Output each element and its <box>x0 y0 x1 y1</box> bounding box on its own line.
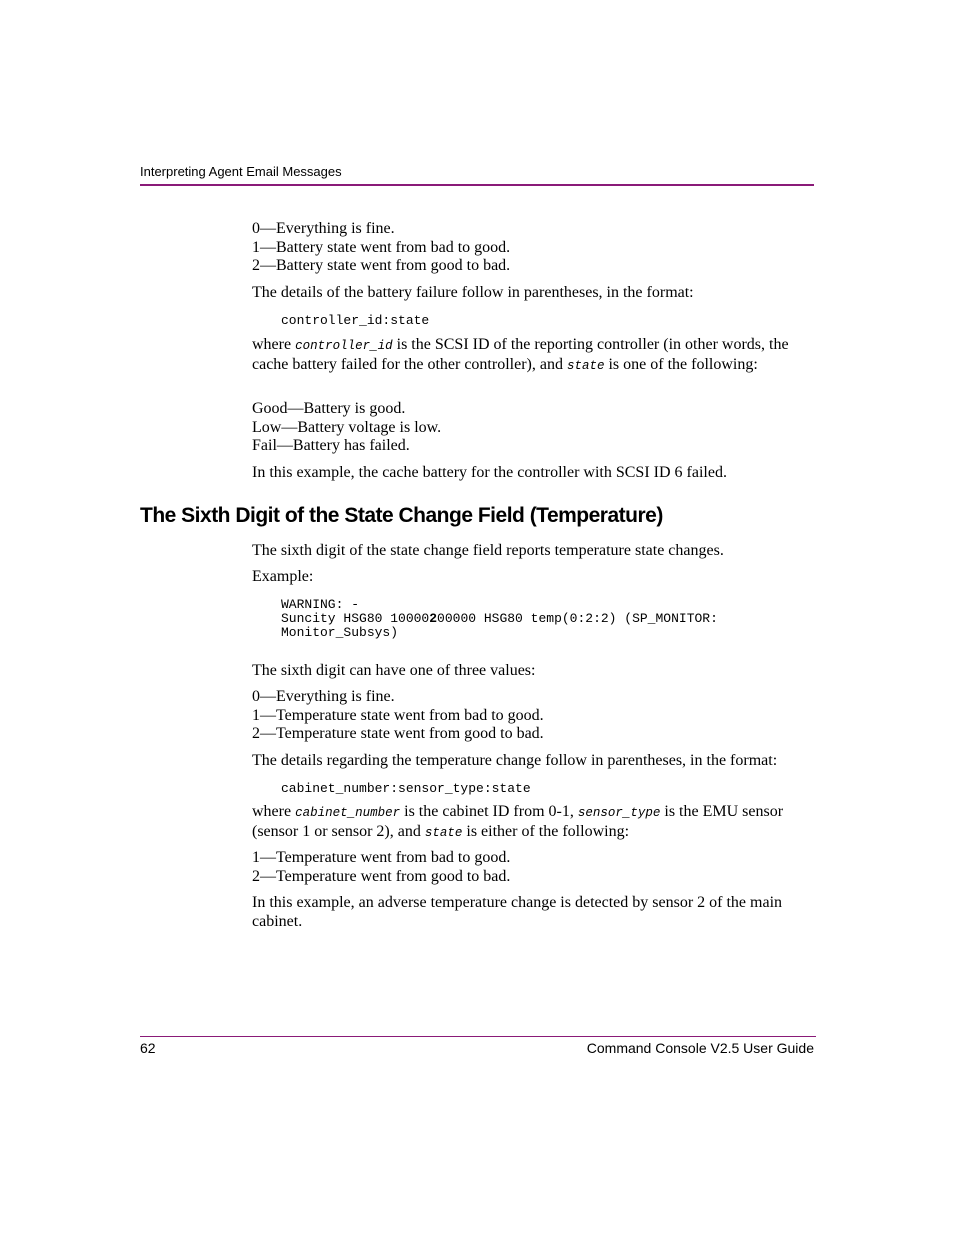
where-text: is one of the following: <box>604 355 758 373</box>
battery-format-code: controller_id:state <box>281 313 430 328</box>
book-title: Command Console V2.5 User Guide <box>586 1040 814 1056</box>
temperature-where-paragraph <box>252 803 817 842</box>
values-intro: The sixth digit can have one of three values: <box>252 662 536 679</box>
list-item: Good—Battery is good. <box>252 400 406 417</box>
list-item: 1—Temperature went from bad to good. <box>252 849 511 866</box>
where-text: is the EMU sensor (sensor 1 or sensor 2), and <box>252 803 784 840</box>
code-line: Monitor_Subsys) <box>281 625 399 640</box>
battery-values-list <box>252 220 817 276</box>
section-intro: The sixth digit of the state change field reports temperature state changes. <box>252 542 724 559</box>
code-line: WARNING: - <box>281 597 360 612</box>
where-text: where <box>252 336 296 353</box>
example-label: Example: <box>252 568 314 585</box>
list-item: 2—Temperature state went from good to bad. <box>252 725 544 742</box>
list-item: 0—Everything is fine. <box>252 688 395 705</box>
page-number: 62 <box>140 1040 156 1056</box>
temperature-conclusion: In this example, an adverse temperature change is detected by sensor 2 of the main cabinet. <box>252 894 783 930</box>
state-variable: state <box>566 358 605 373</box>
temperature-states-list <box>252 849 817 886</box>
list-item: 0—Everything is fine. <box>252 220 395 237</box>
footer-rule <box>140 1036 816 1037</box>
controller-id-variable: controller_id <box>295 339 393 353</box>
code-segment: 00000 HSG80 temp(0:2:2) (SP_MONITOR: <box>437 611 718 626</box>
header-rule <box>140 184 814 186</box>
temperature-values-list <box>252 688 817 744</box>
list-item: 1—Battery state went from bad to good. <box>252 238 511 256</box>
list-item: Low—Battery voltage is low. <box>252 418 442 436</box>
code-segment: Suncity HSG80 10000 <box>281 611 430 626</box>
temperature-format-code: cabinet_number:sensor_type:state <box>281 781 531 796</box>
battery-where-paragraph <box>252 336 817 375</box>
code-line <box>281 611 718 626</box>
where-text: where <box>252 803 296 820</box>
battery-example-note: In this example, the cache battery for the controller with SCSI ID 6 failed. <box>252 464 727 481</box>
section-heading: The Sixth Digit of the State Change Field (Temperature) <box>140 504 663 527</box>
temperature-details-intro: The details regarding the temperature change follow in parentheses, in the format: <box>252 752 778 769</box>
highlighted-digit: 2 <box>429 611 438 626</box>
battery-details-intro: The details of the battery failure follow in parentheses, in the format: <box>252 284 694 301</box>
where-text: is the SCSI ID of the reporting controller (in other words, the cache battery failed for the other controller), and <box>252 336 789 373</box>
list-item: Fail—Battery has failed. <box>252 437 410 454</box>
list-item: 2—Battery state went from good to bad. <box>252 257 511 274</box>
state-variable: state <box>424 825 463 840</box>
list-item: 1—Temperature state went from bad to good. <box>252 706 544 724</box>
cabinet-number-variable: cabinet_number <box>295 806 401 820</box>
running-head: Interpreting Agent Email Messages <box>140 164 342 179</box>
where-text: is either of the following: <box>462 822 630 840</box>
where-text: is the cabinet ID from 0-1, <box>400 803 578 820</box>
sensor-type-variable: sensor_type <box>577 806 661 820</box>
list-item: 2—Temperature went from good to bad. <box>252 867 511 885</box>
example-code-block <box>281 598 718 640</box>
battery-states-list <box>252 400 817 456</box>
